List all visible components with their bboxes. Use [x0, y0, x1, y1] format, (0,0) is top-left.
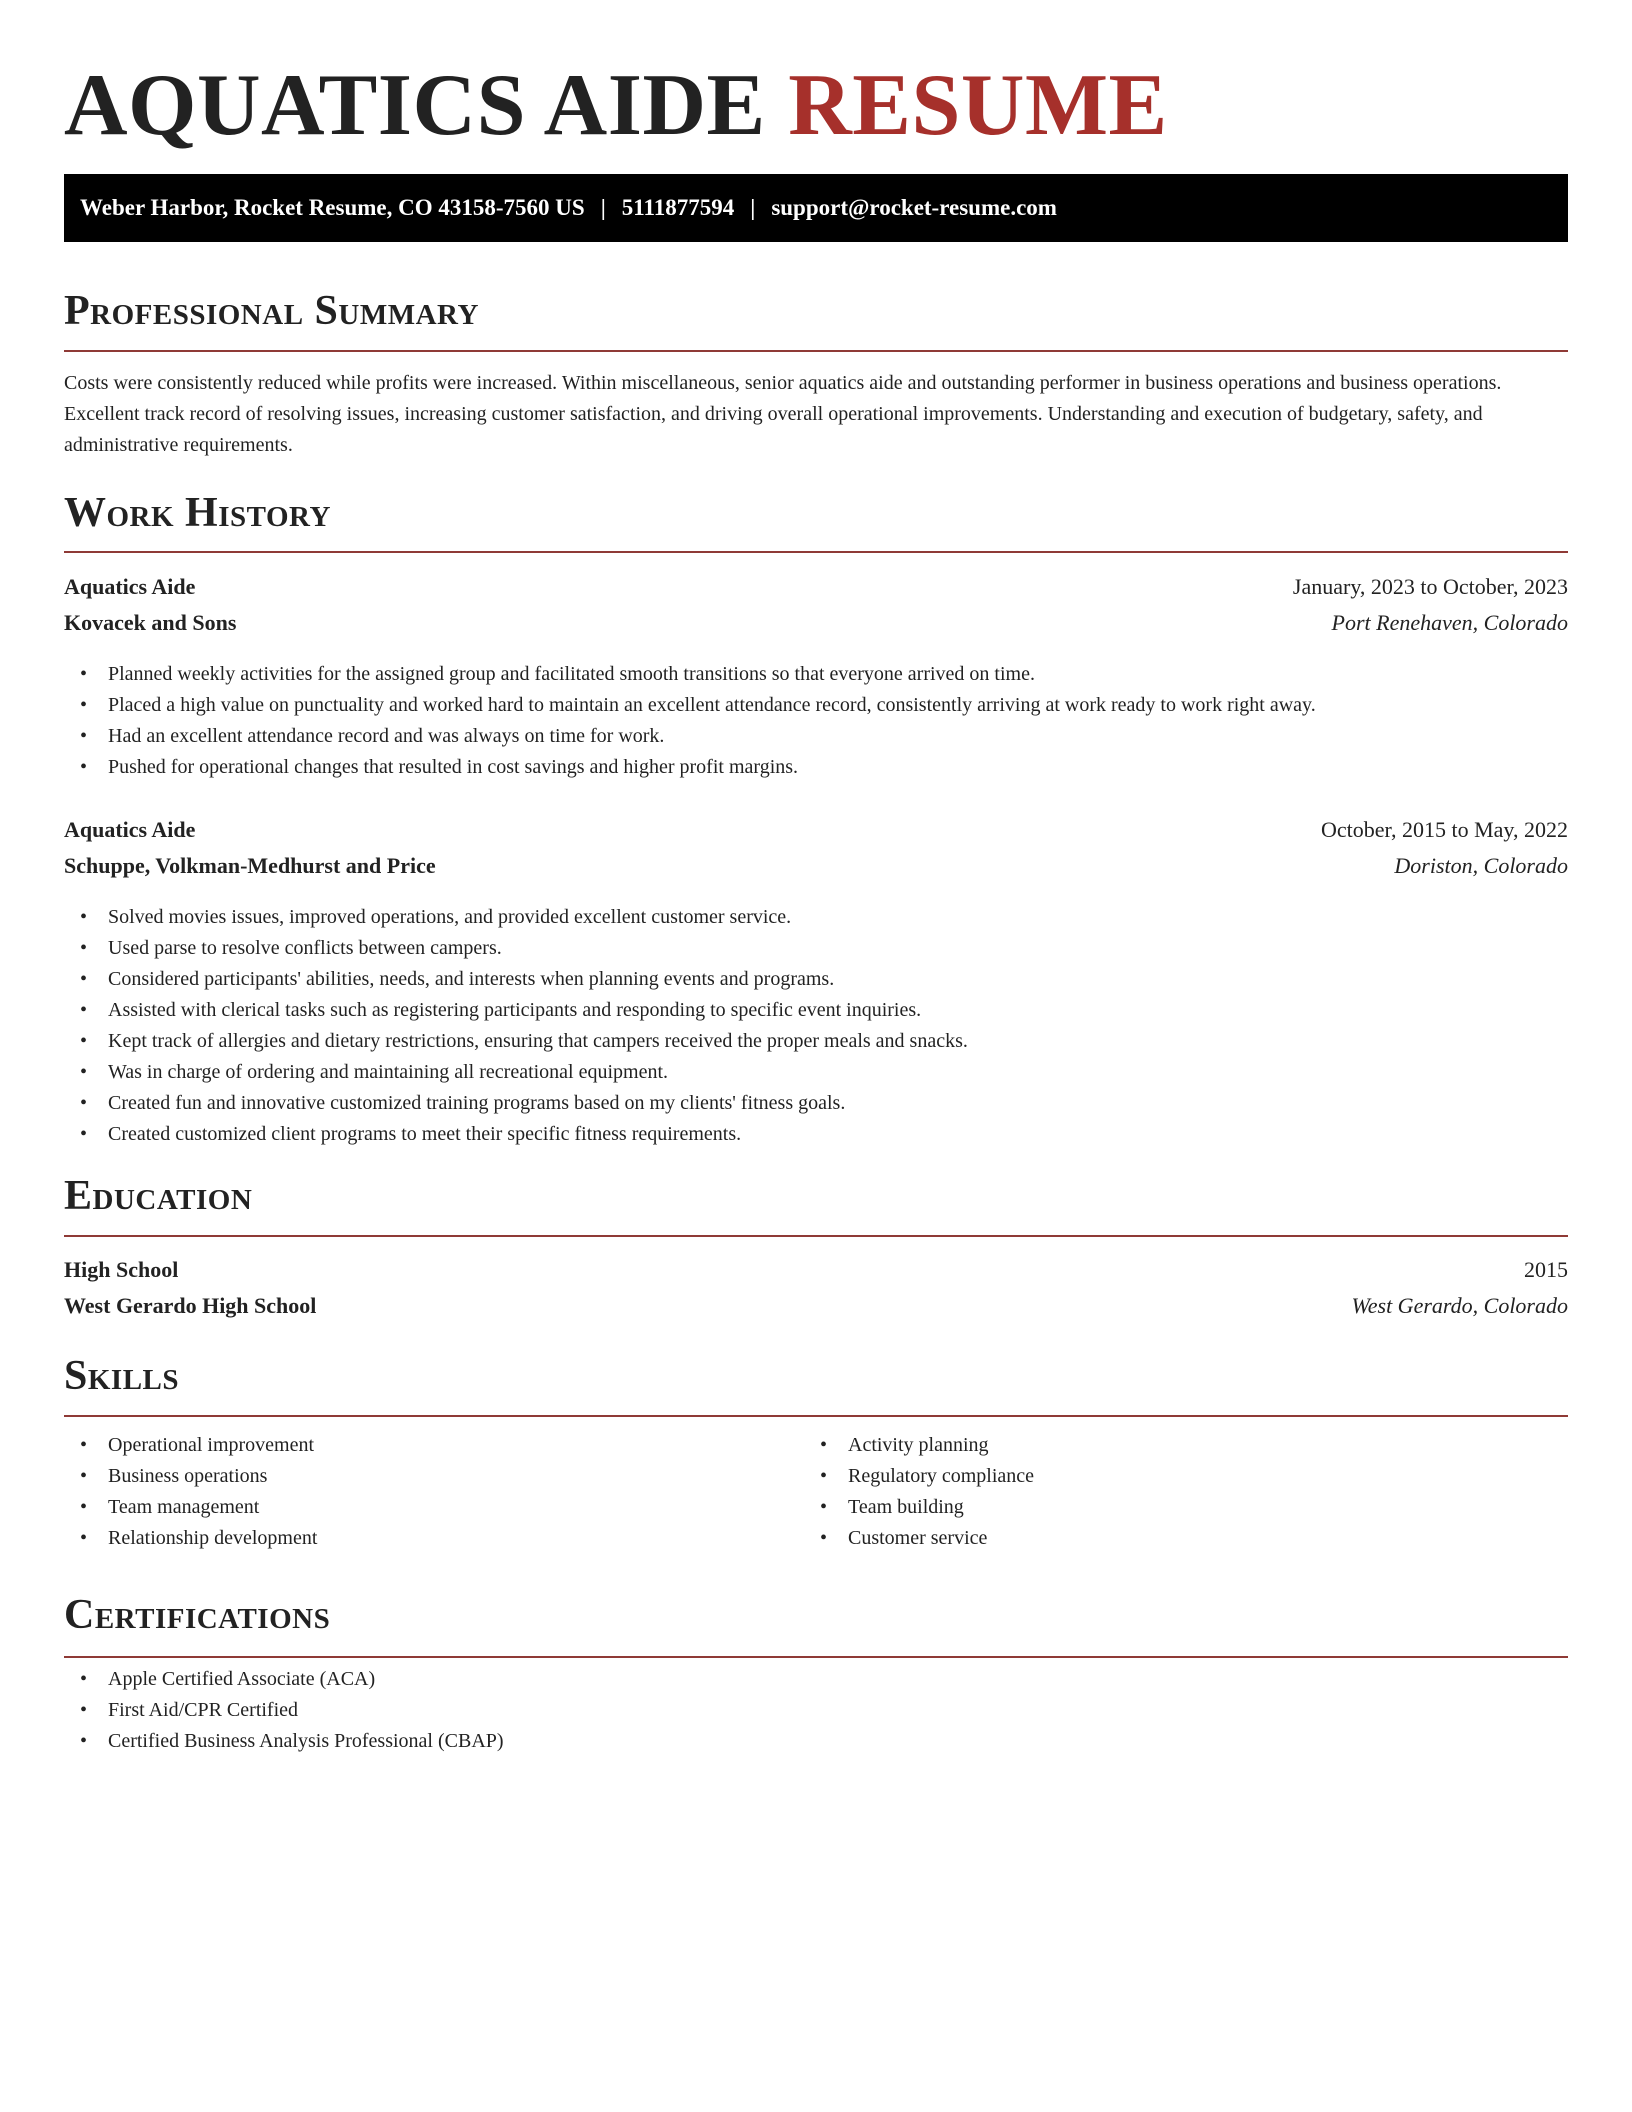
list-item: • Assisted with clerical tasks such as registering participants and responding to specific event inquiries.	[64, 995, 968, 1026]
skills-heading: Skills	[64, 1353, 180, 1399]
contact-phone[interactable]: 5111877594	[621, 195, 735, 220]
section-divider	[64, 1415, 1568, 1417]
certifications-list	[64, 1664, 504, 1757]
job-2-company-row	[64, 849, 1568, 883]
contact-bar	[64, 174, 1568, 242]
contact-separator: |	[750, 195, 756, 220]
list-item: • Business operations	[64, 1461, 317, 1492]
job-1-company-row	[64, 606, 1568, 640]
education-year: 2015	[1524, 1257, 1568, 1282]
list-item: • Solved movies issues, improved operations, and provided excellent customer service.	[64, 902, 968, 933]
job-1-title-row	[64, 570, 1568, 604]
contact-separator: |	[600, 195, 606, 220]
list-item: • First Aid/CPR Certified	[64, 1695, 504, 1726]
section-divider	[64, 1235, 1568, 1237]
list-item: • Planned weekly activities for the assigned group and facilitated smooth transitions so that everyone arrived on time.	[64, 659, 1316, 690]
list-item: • Used parse to resolve conflicts between campers.	[64, 933, 968, 964]
list-item: • Customer service	[804, 1523, 1034, 1554]
work-history-heading: Work History	[64, 490, 331, 536]
list-item: • Kept track of allergies and dietary restrictions, ensuring that campers received the proper meals and snacks.	[64, 1026, 968, 1057]
summary-heading: Professional Summary	[64, 288, 479, 334]
job-location: Port Renehaven, Colorado	[1331, 610, 1568, 635]
job-2-bullets	[64, 902, 968, 1150]
list-item: • Activity planning	[804, 1430, 1034, 1461]
skills-list-left	[64, 1430, 317, 1554]
job-title: Aquatics Aide	[64, 817, 196, 842]
list-item: • Was in charge of ordering and maintaining all recreational equipment.	[64, 1057, 968, 1088]
section-divider	[64, 551, 1568, 553]
list-item: • Placed a high value on punctuality and worked hard to maintain an excellent attendance record, consistently arriving at work ready to work right away.	[64, 690, 1316, 721]
certifications-heading: Certifications	[64, 1592, 331, 1638]
list-item: • Relationship development	[64, 1523, 317, 1554]
education-school: West Gerardo High School	[64, 1293, 317, 1318]
list-item: • Created fun and innovative customized training programs based on my clients' fitness goals.	[64, 1088, 968, 1119]
job-dates: October, 2015 to May, 2022	[1321, 817, 1568, 842]
job-location: Doriston, Colorado	[1394, 853, 1568, 878]
page-title	[64, 56, 1568, 156]
list-item: • Had an excellent attendance record and was always on time for work.	[64, 721, 1316, 752]
job-company: Kovacek and Sons	[64, 610, 237, 635]
list-item: • Regulatory compliance	[804, 1461, 1034, 1492]
job-2-title-row	[64, 813, 1568, 847]
summary-text: Costs were consistently reduced while profits were increased. Within miscellaneous, senior aquatics aide and outstanding performer in business operations and business operations. Excellent track record of resolving issues, increasing customer satisfaction, and driving overall operational improvements. Understanding and execution of budgetary, safety, and administrative requirements.	[64, 372, 1502, 456]
job-title: Aquatics Aide	[64, 574, 196, 599]
title-main: AQUATICS AIDE	[64, 57, 766, 154]
section-divider	[64, 350, 1568, 352]
list-item: • Considered participants' abilities, needs, and interests when planning events and programs.	[64, 964, 968, 995]
contact-email[interactable]: support@rocket-resume.com	[771, 195, 1057, 220]
job-1-bullets	[64, 659, 1316, 783]
job-company: Schuppe, Volkman-Medhurst and Price	[64, 853, 436, 878]
list-item: • Certified Business Analysis Professional (CBAP)	[64, 1726, 504, 1757]
education-location: West Gerardo, Colorado	[1351, 1293, 1568, 1318]
list-item: • Pushed for operational changes that resulted in cost savings and higher profit margins.	[64, 752, 1316, 783]
education-heading: Education	[64, 1173, 253, 1219]
education-school-row	[64, 1289, 1568, 1323]
list-item: • Operational improvement	[64, 1430, 317, 1461]
education-degree-row	[64, 1253, 1568, 1287]
education-degree: High School	[64, 1257, 179, 1282]
job-dates: January, 2023 to October, 2023	[1292, 574, 1568, 599]
title-accent: RESUME	[788, 57, 1168, 154]
list-item: • Team management	[64, 1492, 317, 1523]
section-divider	[64, 1656, 1568, 1658]
list-item: • Team building	[804, 1492, 1034, 1523]
skills-list-right	[804, 1430, 1034, 1554]
contact-address: Weber Harbor, Rocket Resume, CO 43158-7560 US	[80, 195, 585, 220]
list-item: • Created customized client programs to meet their specific fitness requirements.	[64, 1119, 968, 1150]
list-item: • Apple Certified Associate (ACA)	[64, 1664, 504, 1695]
